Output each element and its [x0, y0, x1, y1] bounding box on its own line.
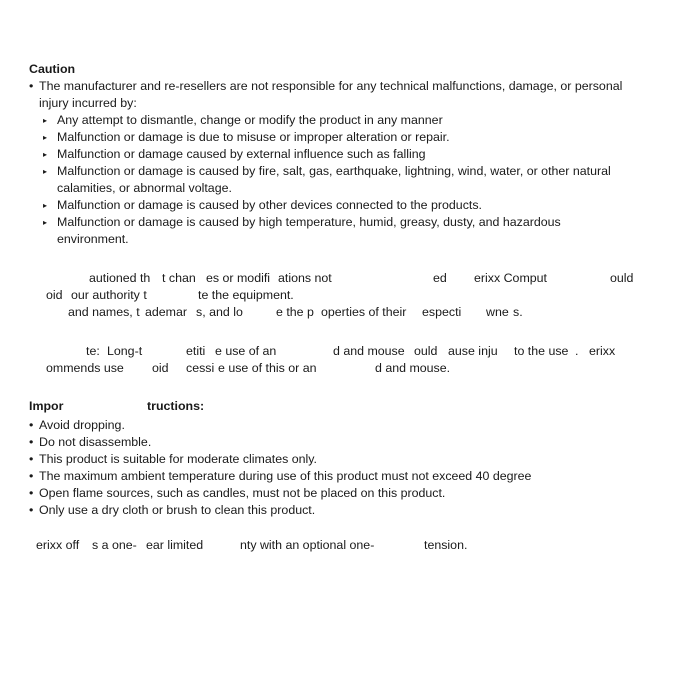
notice1-fragment: e the p — [276, 305, 314, 319]
notice1-fragment: ould — [610, 271, 634, 285]
caution-intro-bullet: • — [29, 79, 34, 93]
notice1-fragment: erixx Comput — [474, 271, 547, 285]
instruction-text: The maximum ambient temperature during use of this product must not exceed 40 degree — [39, 469, 532, 483]
notice2-fragment: etiti — [186, 344, 206, 358]
triangle-bullet-icon: ▸ — [43, 150, 48, 159]
caution-item-text-cont: calamities, or abnormal voltage. — [57, 181, 232, 195]
bullet-icon: • — [29, 418, 34, 432]
warranty-fragment: s a one- — [92, 538, 137, 552]
triangle-bullet-icon: ▸ — [43, 167, 48, 176]
bullet-icon: • — [29, 435, 34, 449]
instruction-text: Avoid dropping. — [39, 418, 125, 432]
warranty-fragment: nty with an optional one- — [240, 538, 375, 552]
notice2-fragment: . — [575, 344, 579, 358]
notice1-fragment: operties of their — [321, 305, 407, 319]
bullet-icon: • — [29, 486, 34, 500]
warranty-fragment: tension. — [424, 538, 468, 552]
notice1-fragment: wne — [486, 305, 509, 319]
instructions-heading-part1: Impor — [29, 399, 64, 413]
instruction-item — [29, 451, 659, 468]
notice2-fragment: te: — [86, 344, 100, 358]
notice2-fragment: to the use — [514, 344, 569, 358]
caution-intro-line2: injury incurred by: — [39, 96, 137, 110]
instruction-item — [29, 468, 659, 485]
notice2-fragment: e use of an — [215, 344, 277, 358]
instruction-text: Do not disassemble. — [39, 435, 152, 449]
caution-item — [43, 197, 663, 214]
caution-item — [43, 112, 663, 129]
instruction-item — [29, 417, 659, 434]
notice2-fragment: erixx — [589, 344, 616, 358]
notice1-fragment: s. — [513, 305, 523, 319]
caution-list — [43, 112, 663, 248]
caution-item-text-cont: environment. — [57, 232, 129, 246]
notice1-fragment: ademar — [145, 305, 188, 319]
notice2-fragment: d and mouse. — [375, 361, 451, 375]
instruction-item — [29, 434, 659, 451]
bullet-icon: • — [29, 469, 34, 483]
notice1-fragment: t chan — [162, 271, 196, 285]
instruction-text: Open flame sources, such as candles, must not be placed on this product. — [39, 486, 446, 500]
instructions-list — [29, 417, 659, 519]
notice1-fragment: ations not — [278, 271, 332, 285]
triangle-bullet-icon: ▸ — [43, 218, 48, 227]
caution-item — [43, 163, 663, 197]
notice2-fragment: ause inju — [448, 344, 498, 358]
caution-item-text: Malfunction or damage is due to misuse or improper alteration or repair. — [57, 130, 450, 144]
caution-intro-line1: The manufacturer and re-resellers are not responsible for any technical malfunctions, damage, or personal — [39, 79, 623, 93]
notice1-fragment: and names, t — [68, 305, 140, 319]
triangle-bullet-icon: ▸ — [43, 201, 48, 210]
instruction-item — [29, 502, 659, 519]
caution-item — [43, 214, 663, 248]
notice1-fragment: our authority t — [71, 288, 147, 302]
notice2-fragment: cessi — [186, 361, 215, 375]
caution-item — [43, 146, 663, 163]
notice2-fragment: e use of this or an — [218, 361, 317, 375]
warranty-fragment: erixx off — [36, 538, 80, 552]
notice2-fragment: oid — [152, 361, 169, 375]
triangle-bullet-icon: ▸ — [43, 133, 48, 142]
notice2-fragment: ommends use — [46, 361, 124, 375]
warranty-fragment: ear limited — [146, 538, 204, 552]
notice1-fragment: oid — [46, 288, 63, 302]
bullet-icon: • — [29, 503, 34, 517]
notice1-fragment: ed — [433, 271, 447, 285]
notice1-fragment: especti — [422, 305, 462, 319]
triangle-bullet-icon: ▸ — [43, 116, 48, 125]
bullet-icon: • — [29, 452, 34, 466]
caution-item-text: Malfunction or damage caused by external influence such as falling — [57, 147, 426, 161]
instructions-heading-part2: tructions: — [147, 399, 205, 413]
caution-item-text: Malfunction or damage is caused by high temperature, humid, greasy, dusty, and hazardous — [57, 215, 561, 229]
notice2-fragment: d and mouse — [333, 344, 405, 358]
caution-item — [43, 129, 663, 146]
caution-heading: Caution — [29, 62, 76, 76]
notice1-fragment: autioned th — [89, 271, 151, 285]
instruction-text: Only use a dry cloth or brush to clean this product. — [39, 503, 316, 517]
notice1-fragment: s, and lo — [196, 305, 243, 319]
notice1-fragment: es or modifi — [206, 271, 271, 285]
caution-item-text: Malfunction or damage is caused by other devices connected to the products. — [57, 198, 482, 212]
notice1-fragment: te the equipment. — [198, 288, 294, 302]
notice2-fragment: ould — [414, 344, 438, 358]
caution-item-text: Any attempt to dismantle, change or modify the product in any manner — [57, 113, 443, 127]
instruction-text: This product is suitable for moderate climates only. — [39, 452, 317, 466]
notice2-fragment: Long-t — [107, 344, 143, 358]
instruction-item — [29, 485, 659, 502]
caution-item-text: Malfunction or damage is caused by fire, salt, gas, earthquake, lightning, wind, water, or other natural — [57, 164, 611, 178]
